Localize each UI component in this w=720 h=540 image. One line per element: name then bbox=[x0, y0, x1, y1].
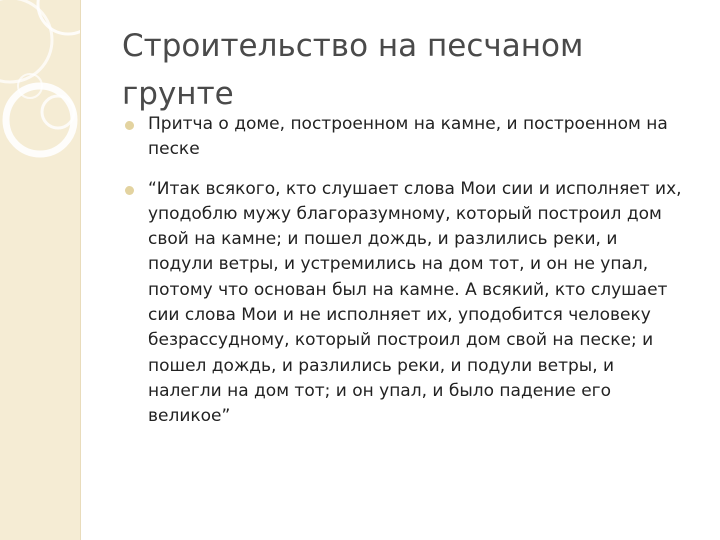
bullet-text-quote: “Итак всякого, кто слушает слова Мои сии и исполняет их, уподоблю мужу благоразумному, который построил дом свой на камне; и пошел дождь, и разлились реки, и подули ветры, и устремились на дом тот, и он не упал, потому что основан был на камне. А всякий, кто слушает сии слова Мои и не исполняет их, уподобится человеку безрассудному, который построил дом свой на песке; и пошел дождь, и разлились реки, и подули ветры, и налегли на дом тот; и он упал, и было падение его великое” bbox=[148, 178, 682, 427]
decor-ring-inner bbox=[42, 96, 74, 128]
side-decor-panel bbox=[0, 0, 80, 540]
slide-title: Строительство на песчаном грунте bbox=[122, 28, 584, 112]
bullet-text-parable: Притча о доме, построенном на камне, и построенном на песке bbox=[148, 114, 668, 160]
bullet-item-parable bbox=[122, 112, 687, 163]
decorative-rings-svg bbox=[0, 0, 80, 540]
circle-bullet-icon bbox=[125, 121, 134, 130]
decor-ring-top-left bbox=[0, 0, 52, 82]
circle-bullet-icon bbox=[125, 186, 134, 195]
bullet-list bbox=[122, 112, 687, 430]
bullet-item-quote bbox=[122, 177, 687, 430]
side-panel-divider bbox=[80, 0, 81, 540]
